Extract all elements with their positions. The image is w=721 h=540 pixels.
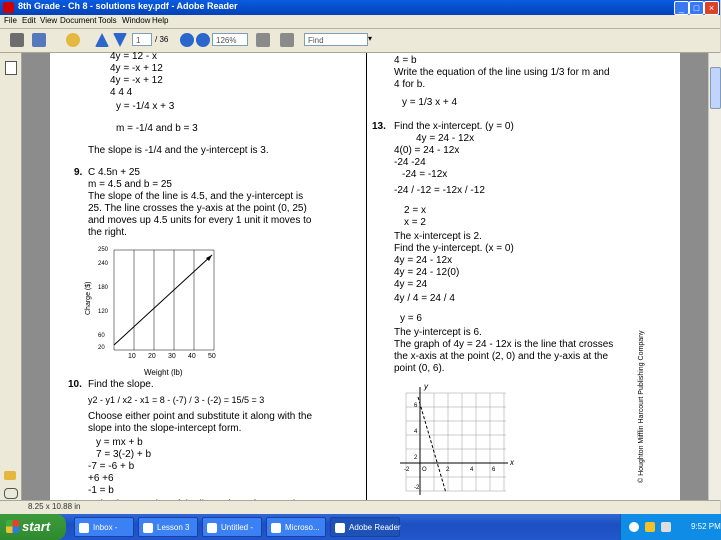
maximize-button[interactable]: □ [689,1,704,15]
close-button[interactable]: × [704,1,719,15]
fit-page-icon[interactable] [256,33,270,47]
paragraph-line: 25. The line crosses the y-axis at the point (0, 25) [88,203,307,214]
powerpoint-icon [143,523,153,533]
scrollbar-thumb[interactable] [710,67,721,109]
menu-document[interactable]: Document [60,16,97,25]
menu-view[interactable]: View [40,16,58,25]
eq-line: y = -1/4 x + 3 [116,101,175,112]
adobe-reader-icon [335,523,345,533]
problem-number: 10. [68,379,82,390]
step-line: 4y = 24 [394,279,428,290]
paragraph-line: Write the equation of the line using 1/3 for m and [394,67,610,78]
eq-line: 4 4 4 [110,87,133,98]
step-line: 4 = b [394,55,417,66]
intercept-line [418,397,446,493]
outlook-icon [79,523,89,533]
step-line: 7 = 3(-2) + b [96,449,152,460]
x-tick: O [422,467,427,473]
problem-title: Find the x-intercept. (y = 0) [394,121,514,132]
step-line: -1 = b [88,485,114,496]
paragraph-line: and moves up 4.5 units for every 1 unit it moves to [88,215,312,226]
paragraph-line: 4 for b. [394,79,426,90]
pdf-page [50,53,680,500]
menu-file[interactable]: File [4,16,17,25]
graph-ylabel: Charge ($) [85,281,92,315]
paragraph-line: the x-axis at the point (2, 0) and the y-axis at the [394,351,609,362]
x-tick: 6 [492,467,496,473]
paragraph-line: The y-intercept is 6. [394,327,482,338]
x-tick: 30 [168,353,176,360]
step-line: 2 = x [404,205,426,216]
paragraph-line: the right. [88,227,127,238]
taskbar-item-untitled[interactable]: Untitled - [202,517,262,537]
paragraph-line: point (0, 6). [394,363,445,374]
copyright-notice: © Houghton Mifflin Harcourt Publishing Company [638,330,645,483]
step-line: y = 6 [400,313,422,324]
find-input[interactable]: Find [304,33,368,46]
window-title: 8th Grade - Ch 8 - solutions key.pdf - Adobe Reader [18,1,238,11]
taskbar [0,514,720,540]
step-line: y = mx + b [96,437,143,448]
problem-title: Find the slope. [88,379,154,390]
x-tick: 20 [148,353,156,360]
windows-logo-icon [6,520,19,533]
zoom-in-icon[interactable] [196,33,210,47]
next-page-icon[interactable] [113,33,127,47]
step-line: 4y = 24 - 12(0) [394,267,460,278]
status-bar [0,500,720,515]
navigation-pane [0,53,22,500]
step-line: -24 -24 [394,157,426,168]
y-tick: 6 [414,403,418,409]
menu-tools[interactable]: Tools [98,16,117,25]
title-bar [0,0,720,15]
pages-icon[interactable] [5,61,17,75]
hand-tool-icon[interactable] [66,33,80,47]
paragraph-line: The x-intercept is 2. [394,231,482,242]
step-line: 4y = 24 - 12x [416,133,475,144]
vertical-scrollbar[interactable] [708,53,721,500]
page-total-label: / 36 [155,35,169,44]
find-dropdown-icon[interactable]: ▾ [368,34,373,43]
x-tick: 40 [188,353,196,360]
problem-number: 13. [372,121,386,132]
y-tick: 20 [98,345,105,351]
x-tick: -2 [404,467,410,473]
taskbar-item-microsoft[interactable]: Microso... [266,517,326,537]
charge-line [114,255,212,345]
y-tick: 240 [98,261,109,267]
x-axis-label: x [510,458,514,467]
print-icon[interactable] [10,33,24,47]
start-label: start [22,519,51,534]
step-line: 4(0) = 24 - 12x [394,145,460,156]
document-viewport[interactable] [22,53,708,500]
equation: y = 1/3 x + 4 [402,97,458,108]
taskbar-item-adobe-reader[interactable]: Adobe Reader [330,517,400,537]
paragraph-line: The graph of 4y = 24 - 12x is the line that crosses [394,339,614,350]
page-number-input[interactable]: 1 [132,33,152,46]
paragraph-line: Choose either point and substitute it along with the [88,411,313,422]
x-tick: 4 [470,467,474,473]
slope-calculation: y2 - y1 / x2 - x1 = 8 - (-7) / 3 - (-2) = 15/5 = 3 [88,395,265,405]
toolbar [0,29,720,53]
menu-help[interactable]: Help [152,16,169,25]
email-icon[interactable] [32,33,46,47]
menu-edit[interactable]: Edit [22,16,36,25]
previous-page-icon[interactable] [95,33,109,47]
word-icon [271,523,281,533]
y-axis-label: y [424,382,428,391]
problem-answer: C 4.5n + 25 [88,167,140,178]
slope-statement: The slope is -1/4 and the y-intercept is 3. [88,145,269,156]
security-icon[interactable] [645,522,655,532]
network-icon[interactable] [629,522,639,532]
paint-icon [207,523,217,533]
y-tick: 60 [98,333,105,339]
step-line: x = 2 [404,217,426,228]
x-tick: 50 [208,353,216,360]
x-tick: 2 [446,467,450,473]
column-divider [366,53,367,500]
step-line: +6 +6 [88,473,114,484]
step-line: -24 / -12 = -12x / -12 [394,185,485,196]
step-line: 4y / 4 = 24 / 4 [394,293,455,304]
eq-line: 4y = -x + 12 [110,63,163,74]
paragraph-line: slope into the slope-intercept form. [88,423,242,434]
attachments-icon[interactable] [4,488,18,499]
minimize-button[interactable]: _ [674,1,689,15]
problem-number: 9. [74,167,83,178]
graph-xlabel: Weight (lb) [144,368,183,377]
y-tick: 4 [414,429,418,435]
step-line: -7 = -6 + b [88,461,135,472]
menu-bar [0,15,720,29]
adobe-reader-icon [3,2,14,13]
menu-window[interactable]: Window [122,16,151,25]
slope-intercept-values: m = -1/4 and b = 3 [116,123,198,134]
y-tick: 250 [98,247,109,253]
paragraph-line: Find the y-intercept. (x = 0) [394,243,514,254]
zoom-out-icon[interactable] [180,33,194,47]
fit-width-icon[interactable] [280,33,294,47]
taskbar-item-lesson[interactable]: Lesson 3 [138,517,198,537]
taskbar-item-inbox[interactable]: Inbox - [74,517,134,537]
y-tick: -2 [414,485,420,491]
comments-icon[interactable] [4,471,16,480]
step-line: -24 = -12x [402,169,448,180]
system-tray [620,514,721,540]
y-tick: 120 [98,309,109,315]
problem-mb: m = 4.5 and b = 25 [88,179,172,190]
eq-line: 4y = 12 - x [110,51,157,62]
eq-line: 4y = -x + 12 [110,75,163,86]
start-button[interactable] [0,514,66,540]
x-tick: 10 [128,353,136,360]
zoom-select[interactable]: 126% [212,33,248,46]
y-tick: 180 [98,285,109,291]
y-tick: 2 [414,455,418,461]
paragraph-line: The slope of the line is 4.5, and the y-intercept is [88,191,304,202]
page-size-label: 8.25 x 10.88 in [28,502,81,511]
volume-icon[interactable] [661,522,671,532]
clock[interactable]: 9:52 PM [691,522,721,531]
step-line: 4y = 24 - 12x [394,255,453,266]
